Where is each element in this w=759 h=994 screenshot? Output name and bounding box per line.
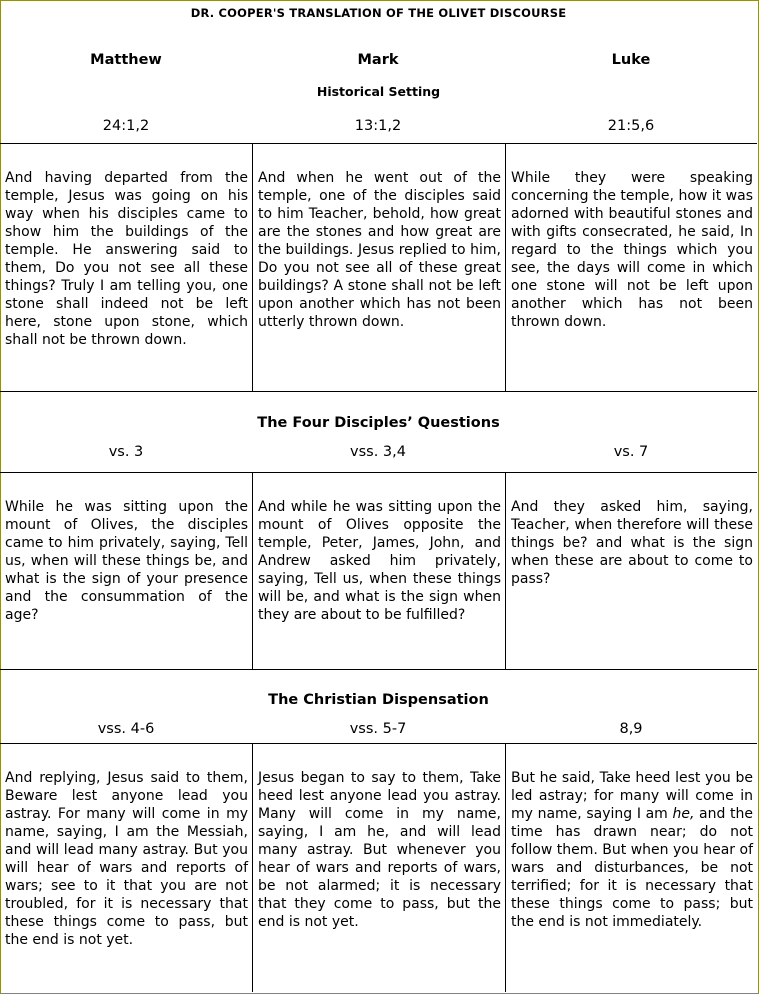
row-divider: [0, 391, 757, 392]
passage-text: Jesus began to say to them, Take heed lest anyone lead you astray. Many will come in my name, saying, I am he, and will lead many astray. But whenever you hear of wars and reports of wars, be not alarmed; it is necessary that they come to pass, but the end is not yet.: [258, 770, 501, 930]
verse-ref: 8,9: [619, 721, 643, 737]
document-title: DR. COOPER'S TRANSLATION OF THE OLIVET DISCOURSE: [190, 6, 567, 20]
verse-ref: vs. 3: [108, 444, 144, 460]
verse-ref: 13:1,2: [354, 118, 402, 134]
column-heading-luke: Luke: [611, 52, 651, 68]
row-divider: [0, 472, 757, 473]
passage-text: And replying, Jesus said to them, Beware lest anyone lead you astray. For many will come in my name, saying, I am the Messiah, and will lead many astray. But you will hear of wars and reports of wars; see to it that you are not troubled, for it is necessary that these things come to pass, but the end is not yet.: [5, 770, 248, 948]
verse-ref: 21:5,6: [607, 118, 655, 134]
section-heading-christian-dispensation: The Christian Dispensation: [268, 692, 489, 708]
passage-text-italic: he,: [672, 806, 695, 822]
row-divider: [0, 743, 757, 744]
verse-ref: vs. 7: [613, 444, 649, 460]
passage-text-part: and the time has drawn near; do not follow them. But when you hear of wars and disturbances, be not terrified; for it is necessary that these things come to pass; but the end is not immediately.: [511, 806, 753, 930]
column-heading-matthew: Matthew: [90, 52, 162, 68]
passage-text: And they asked him, saying, Teacher, when therefore will these things be? and what is the sign when these are about to come to pass?: [511, 499, 753, 587]
passage-text: While they were speaking concerning the temple, how it was adorned with beautiful stones and with gifts consecrated, he said, In regard to the things which you see, the days will come in which one stone will not be left upon another which has not been thrown down.: [511, 170, 753, 330]
verse-ref: vss. 5-7: [349, 721, 407, 737]
section-heading-historical-setting: Historical Setting: [316, 84, 441, 99]
section-heading-disciples-questions: The Four Disciples’ Questions: [257, 415, 500, 431]
passage-text: And having departed from the temple, Jesus was going on his way when his disciples came to show him the buildings of the temple. He answering said to them, Do you not see all these things? Truly I am telling you, one stone shall indeed not be left here, stone upon stone, which shall not be thrown down.: [5, 170, 248, 348]
passage-text: And when he went out of the temple, one of the disciples said to him Teacher, behold, how great are the stones and how great are the buildings. Jesus replied to him, Do you not see all of these great buildings? A stone shall not be left upon another which has not been utterly thrown down.: [258, 170, 501, 330]
verse-ref: vss. 3,4: [350, 444, 406, 460]
verse-ref: vss. 4-6: [97, 721, 155, 737]
passage-text-part: But he said, Take heed lest you be led astray; for many will come in my name, saying I am: [511, 770, 753, 822]
row-divider: [0, 669, 757, 670]
row-divider: [0, 143, 757, 144]
passage-text: [506, 769, 757, 931]
passage-text: While he was sitting upon the mount of Olives, the disciples came to him privately, saying, Tell us, when will these things be, and what is the sign of your presence and the consummation of the age?: [5, 499, 248, 623]
column-heading-mark: Mark: [357, 52, 399, 68]
verse-ref: 24:1,2: [102, 118, 150, 134]
passage-text: And while he was sitting upon the mount of Olives opposite the temple, Peter, James, John, and Andrew asked him privately, saying, Tell us, when these things will be, and what is the sign when they are about to be fulfilled?: [258, 499, 501, 623]
